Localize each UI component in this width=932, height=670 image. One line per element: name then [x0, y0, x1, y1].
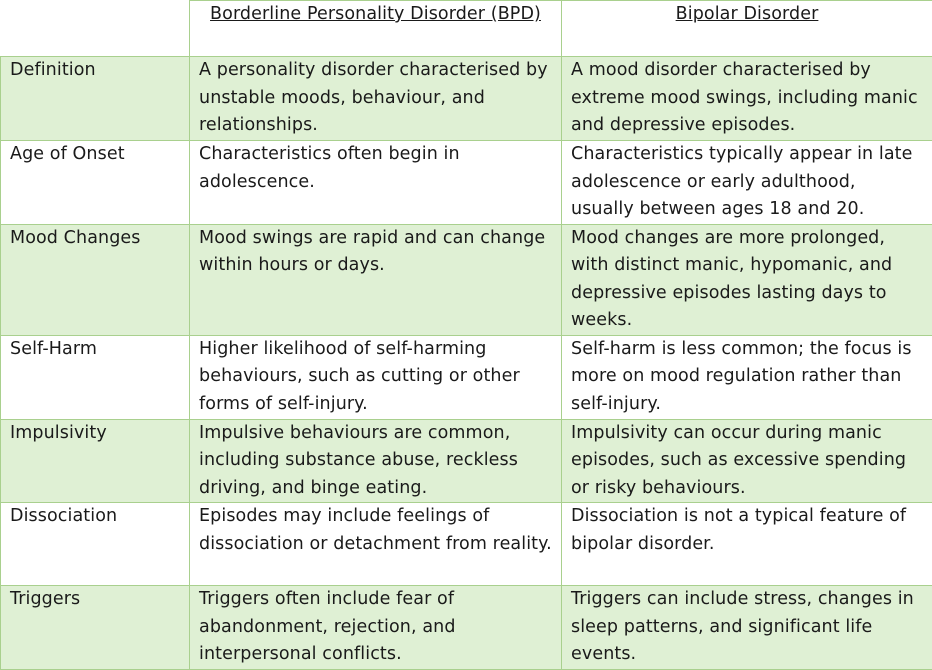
bipolar-cell: Characteristics typically appear in late adolescence or early adulthood, usually between ages 18 and 20. [562, 141, 932, 225]
row-label: Age of Onset [1, 141, 190, 225]
row-label: Self-Harm [1, 335, 190, 419]
table-row-dissociation [1, 503, 932, 586]
table-row-self-harm [1, 335, 932, 419]
table-row-triggers [1, 586, 932, 670]
row-label: Mood Changes [1, 224, 190, 335]
table-row-impulsivity [1, 419, 932, 503]
bpd-cell: A personality disorder characterised by unstable moods, behaviour, and relationships. [190, 57, 562, 141]
bpd-cell: Mood swings are rapid and can change within hours or days. [190, 224, 562, 335]
table-row-mood-changes [1, 224, 932, 335]
bipolar-cell: Impulsivity can occur during manic episodes, such as excessive spending or risky behaviours. [562, 419, 932, 503]
row-label: Triggers [1, 586, 190, 670]
bipolar-cell: Triggers can include stress, changes in sleep patterns, and significant life events. [562, 586, 932, 670]
table-row-age-of-onset [1, 141, 932, 225]
bipolar-cell: Mood changes are more prolonged, with distinct manic, hypomanic, and depressive episodes lasting days to weeks. [562, 224, 932, 335]
bipolar-cell: A mood disorder characterised by extreme mood swings, including manic and depressive episodes. [562, 57, 932, 141]
bipolar-cell: Self-harm is less common; the focus is more on mood regulation rather than self-injury. [562, 335, 932, 419]
bpd-cell: Characteristics often begin in adolescence. [190, 141, 562, 225]
row-label: Impulsivity [1, 419, 190, 503]
header-blank-cell [1, 1, 190, 57]
bpd-cell: Triggers often include fear of abandonment, rejection, and interpersonal conflicts. [190, 586, 562, 670]
bpd-cell: Impulsive behaviours are common, including substance abuse, reckless driving, and binge eating. [190, 419, 562, 503]
bpd-cell: Higher likelihood of self-harming behaviours, such as cutting or other forms of self-injury. [190, 335, 562, 419]
row-label: Dissociation [1, 503, 190, 586]
header-row [1, 1, 932, 57]
header-bpd: Borderline Personality Disorder (BPD) [190, 1, 562, 57]
bipolar-cell: Dissociation is not a typical feature of bipolar disorder. [562, 503, 932, 586]
table-row-definition [1, 57, 932, 141]
header-bipolar: Bipolar Disorder [562, 1, 932, 57]
row-label: Definition [1, 57, 190, 141]
bpd-cell: Episodes may include feelings of dissociation or detachment from reality. [190, 503, 562, 586]
